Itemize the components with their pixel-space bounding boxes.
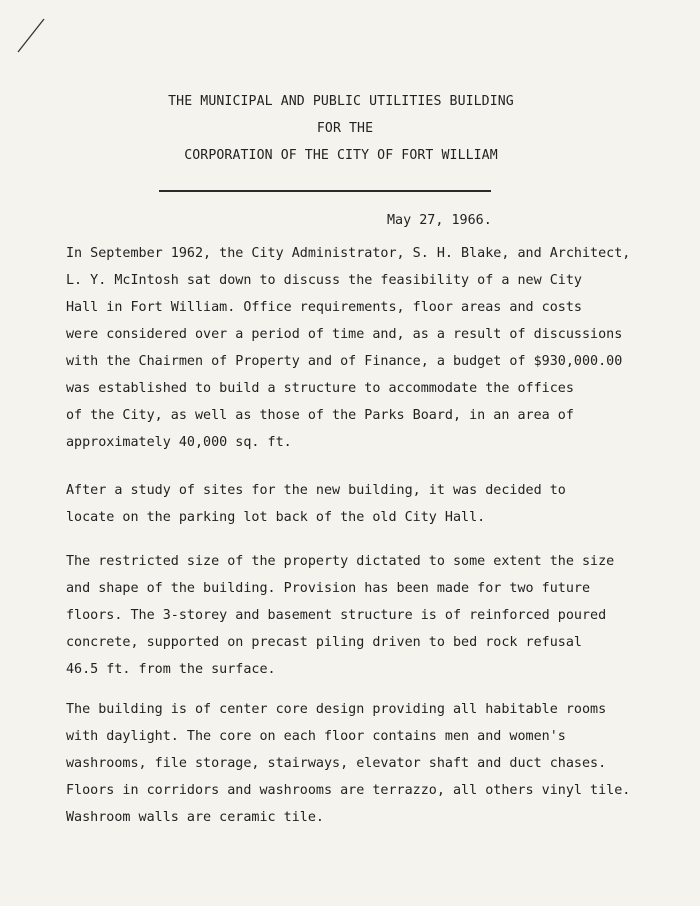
paragraph-design [66, 696, 666, 831]
paragraph-line: locate on the parking lot back of the old City Hall. [66, 510, 486, 525]
paragraph-line: and shape of the building. Provision has been made for two future [66, 581, 591, 596]
paragraph-line: was established to build a structure to accommodate the offices [66, 381, 574, 396]
paragraph-line: After a study of sites for the new building, it was decided to [66, 483, 566, 498]
paragraph-line: were considered over a period of time and, as a result of discussions [66, 327, 623, 342]
paragraph-line: of the City, as well as those of the Parks Board, in an area of [66, 408, 574, 423]
paragraph-line: washrooms, file storage, stairways, elevator shaft and duct chases. [66, 756, 607, 771]
paragraph-site [66, 477, 666, 531]
document-title-line-3: CORPORATION OF THE CITY OF FORT WILLIAM [184, 148, 498, 163]
document-title-line-2: FOR THE [316, 121, 374, 136]
pen-stroke-mark [14, 16, 54, 56]
paragraph-line: with the Chairmen of Property and of Finance, a budget of $930,000.00 [66, 354, 623, 369]
paragraph-line: The building is of center core design providing all habitable rooms [66, 702, 607, 717]
paragraph-line: 46.5 ft. from the surface. [66, 662, 276, 677]
paragraph-history [66, 240, 666, 456]
paragraph-line: Washroom walls are ceramic tile. [66, 810, 324, 825]
paragraph-structure [66, 548, 666, 683]
paragraph-line: approximately 40,000 sq. ft. [66, 435, 292, 450]
document-title-line-1: THE MUNICIPAL AND PUBLIC UTILITIES BUILDING [168, 94, 514, 109]
paragraph-line: The restricted size of the property dictated to some extent the size [66, 554, 615, 569]
paragraph-line: floors. The 3-storey and basement structure is of reinforced poured [66, 608, 607, 623]
paragraph-line: Hall in Fort William. Office requirements, floor areas and costs [66, 300, 582, 315]
paragraph-line: L. Y. McIntosh sat down to discuss the feasibility of a new City [66, 273, 582, 288]
title-underline-rule [159, 190, 491, 192]
paragraph-line: In September 1962, the City Administrator, S. H. Blake, and Architect, [66, 246, 631, 261]
paragraph-line: Floors in corridors and washrooms are terrazzo, all others vinyl tile. [66, 783, 631, 798]
paragraph-line: with daylight. The core on each floor contains men and women's [66, 729, 566, 744]
paragraph-line: concrete, supported on precast piling driven to bed rock refusal [66, 635, 582, 650]
document-date: May 27, 1966. [387, 213, 492, 228]
